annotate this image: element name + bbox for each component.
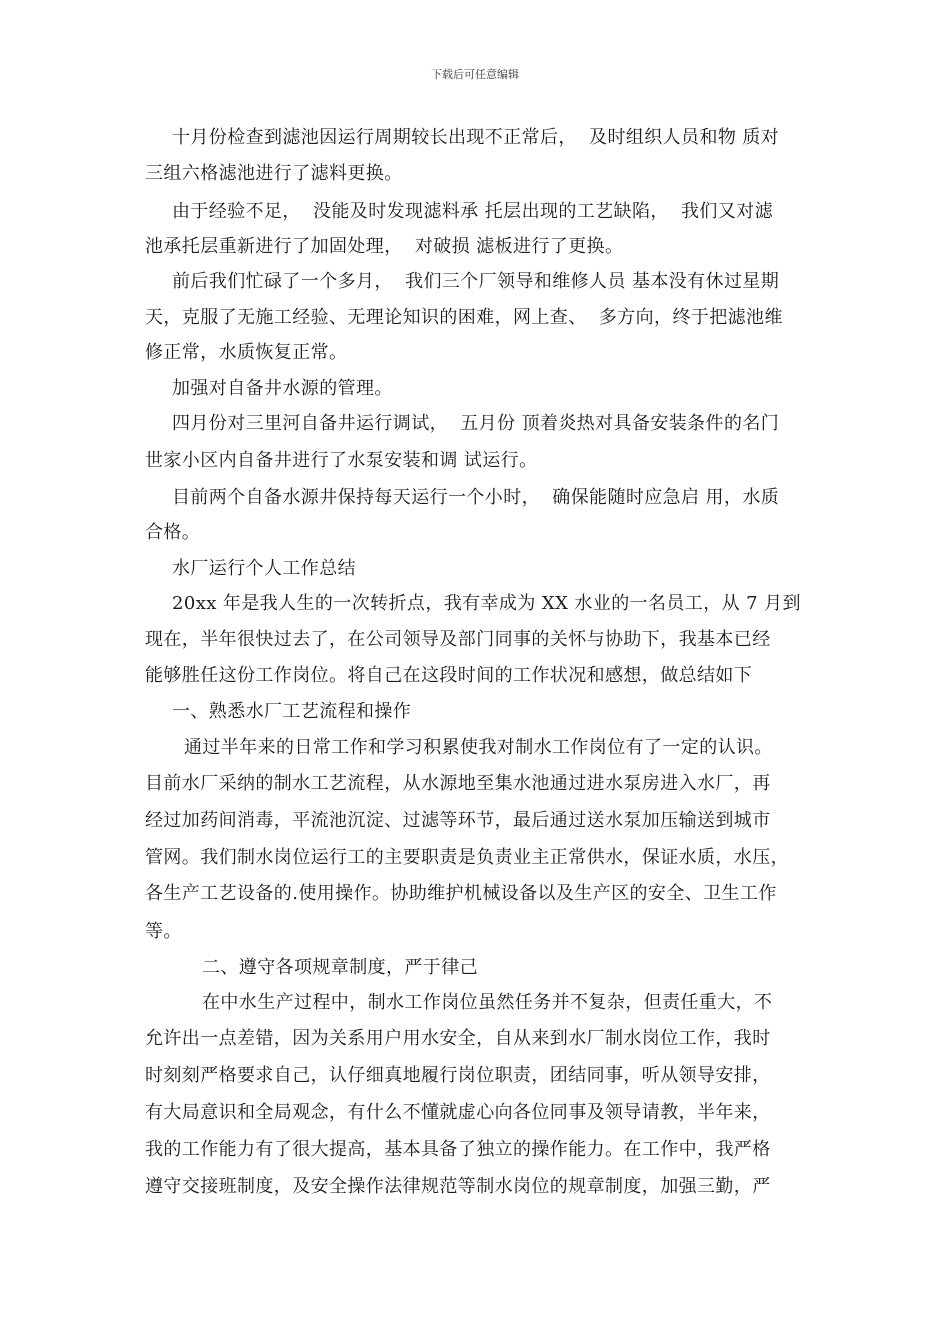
section-heading: 二、遵守各项规章制度，严于律己: [202, 957, 478, 978]
text-line: 通过半年来的日常工作和学习积累使我对制水工作岗位有了一定的认识。: [184, 737, 773, 758]
text-line: 天，克服了无施工经验、无理论知识的困难，网上查、 多方向，终于把滤池维: [145, 307, 783, 328]
text-line: 等。: [145, 921, 182, 942]
text-line: 现在，半年很快过去了，在公司领导及部门同事的关怀与协助下，我基本已经: [145, 629, 771, 650]
text-line: 能够胜任这份工作岗位。将自己在这段时间的工作状况和感想，做总结如下: [145, 665, 753, 686]
text-line: 四月份对三里河自备井运行调试， 五月份 顶着炎热对具备安装条件的名门: [172, 413, 780, 434]
text-line: 由于经验不足， 没能及时发现滤料承 托层出现的工艺缺陷， 我们又对滤: [172, 201, 774, 222]
section-title: 水厂运行个人工作总结: [172, 558, 356, 579]
page-header: 下载后可任意编辑: [431, 68, 519, 81]
text-line: 池承托层重新进行了加固处理， 对破损 滤板进行了更换。: [145, 236, 624, 257]
text-line: 目前两个自备水源井保持每天运行一个小时， 确保能随时应急启 用，水质: [172, 487, 780, 508]
text-line: 允许出一点差错，因为关系用户用水安全，自从来到水厂制水岗位工作，我时: [145, 1028, 771, 1049]
text-line: 十月份检查到滤池因运行周期较长出现不正常后， 及时组织人员和物 质对: [172, 127, 780, 148]
text-line: 时刻刻严格要求自己，认仔细真地履行岗位职责，团结同事，听从领导安排，: [145, 1065, 771, 1086]
text-line: 管网。我们制水岗位运行工的主要职责是负责业主正常供水，保证水质，水压，: [145, 847, 789, 868]
text-line: 三组六格滤池进行了滤料更换。: [145, 163, 403, 184]
text-line: 加强对自备井水源的管理。: [172, 378, 393, 399]
text-line: 目前水厂采纳的制水工艺流程，从水源地至集水池通过进水泵房进入水厂，再: [145, 773, 771, 794]
text-line: 世家小区内自备井进行了水泵安装和调 试运行。: [145, 450, 538, 471]
text-line: 20xx 年是我人生的一次转折点，我有幸成为 XX 水业的一名员工，从 7 月到: [172, 593, 801, 614]
text-line: 各生产工艺设备的.使用操作。协助维护机械设备以及生产区的安全、卫生工作: [145, 883, 777, 904]
text-line: 遵守交接班制度，及安全操作法律规范等制水岗位的规章制度，加强三勤，严: [145, 1176, 771, 1197]
text-line: 前后我们忙碌了一个多月， 我们三个厂领导和维修人员 基本没有休过星期: [172, 271, 780, 292]
text-line: 经过加药间消毒，平流池沉淀、过滤等环节，最后通过送水泵加压输送到城市: [145, 810, 771, 831]
section-heading: 一、熟悉水厂工艺流程和操作: [172, 701, 412, 722]
text-line: 修正常，水质恢复正常。: [145, 342, 348, 363]
text-line: 合格。: [145, 522, 201, 543]
text-line: 在中水生产过程中，制水工作岗位虽然任务并不复杂，但责任重大，不: [202, 992, 773, 1013]
text-line: 我的工作能力有了很大提高，基本具备了独立的操作能力。在工作中，我严格: [145, 1139, 771, 1160]
text-line: 有大局意识和全局观念，有什么不懂就虚心向各位同事及领导请教，半年来，: [145, 1102, 771, 1123]
